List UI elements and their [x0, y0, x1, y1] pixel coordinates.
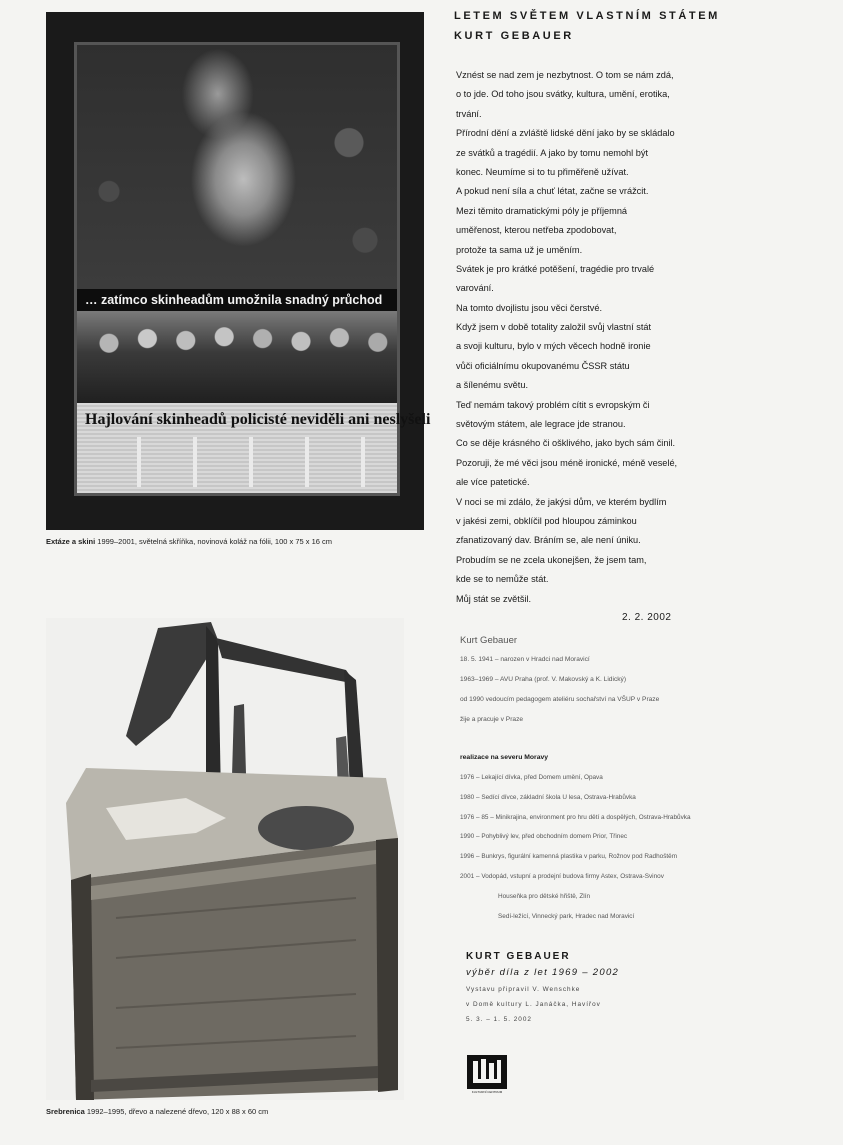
photo-light-box: [46, 12, 431, 530]
poem-line: o to jde. Od toho jsou svátky, kultura, umění, erotika,: [456, 89, 670, 100]
bio-item: od 1990 vedoucím pedagogem ateliéru sochařství na VŠUP v Praze: [460, 696, 660, 703]
newspaper-headline-bottom: Hajlování skinheadů policisté neviděli ani neslyšeli: [85, 411, 431, 428]
poem-line: v jakési zemi, obklíčil pod hloupou záminkou: [456, 515, 637, 526]
realization-item: Houseňka pro dětské hřiště, Zlín: [498, 892, 590, 900]
exhibition-name: KURT GEBAUER: [466, 951, 571, 962]
exhibition-venue: v Domě kultury L. Janáčka, Havířov: [466, 1001, 601, 1008]
poem-line: protože ta sama už je uměním.: [456, 244, 583, 255]
logo-caption: KULTURNÍ CENTRUM: [471, 1090, 503, 1094]
sculpture-drawing: [46, 618, 404, 1100]
caption-photo2-text: 1992–1995, dřevo a nalezené dřevo, 120 x 88 x 60 cm: [86, 1107, 269, 1116]
poem-line: Vznést se nad zem je nezbytnost. O tom se nám zdá,: [456, 70, 674, 80]
exhibition-dates: 5. 3. – 1. 5. 2002: [466, 1016, 532, 1023]
crate-edge-right: [376, 838, 398, 1092]
poem-line: a šílenému světu.: [456, 380, 529, 391]
stone-on-crate: [258, 806, 354, 850]
photo-female-torso: [77, 45, 397, 289]
bio-item: 1963–1969 – AVU Praha (prof. V. Makovský a K. Lidický): [460, 676, 627, 683]
venue-logo: [467, 1055, 507, 1097]
realizations-list: [460, 752, 820, 930]
roof-plank-left: [126, 622, 218, 746]
exhibition-curator: Vystavu připravil V. Wenschke: [466, 986, 581, 993]
newspaper-columns: [85, 437, 389, 487]
caption-photo1-text: 1999–2001, světelná skříňka, novinová koláž na fólii, 100 x 75 x 16 cm: [97, 537, 333, 546]
poem-line: ale více patetické.: [456, 477, 530, 488]
broken-plank-inner: [232, 704, 246, 776]
poem-line: Přírodní dění a zvláště lidské dění jako by se skládalo: [456, 128, 675, 139]
poem-line: varování.: [456, 283, 494, 294]
poem-line: Když jsem v době totality založil svůj vlastní stát: [456, 322, 652, 333]
bio-name: Kurt Gebauer: [460, 635, 518, 646]
poem-line: světovým státem, ale legrace jde stranou.: [456, 419, 626, 430]
poem-line: zfanatizovaný dav. Bráním se, ale není úniku.: [456, 535, 641, 546]
light-box-frame: [74, 42, 431, 496]
poem-line: ze svátků a tragédií. A jako by tomu nemohl být: [456, 147, 649, 158]
realization-item: Sedí-ležící, Vinnecký park, Hradec nad Moravicí: [498, 912, 635, 920]
realization-item: 1980 – Sedící dívce, základní škola U lesa, Ostrava-Hrabůvka: [460, 793, 636, 801]
poem-line: Pozoruji, že mé věci jsou méně ironické, méně veselé,: [456, 457, 678, 468]
caption-photo1-title: Extáze a skini: [46, 537, 96, 546]
realizations-heading: realizace na severu Moravy: [460, 754, 549, 761]
artist-bio: [460, 634, 810, 734]
poem: [456, 66, 786, 609]
realization-item: 1976 – 85 – Minikrajina, environment pro hru dětí a dospělých, Ostrava-Hrabůvka: [460, 813, 691, 821]
poem-line: Na tomto dvojlistu jsou věci čerstvé.: [456, 302, 603, 313]
photo-skinhead-crowd: [77, 311, 397, 403]
poem-line: uměřenost, kterou netřeba zpodobovat,: [456, 225, 617, 236]
poem-line: a svoji kulturu, bylo v mých věcech hodně ironie: [456, 341, 651, 352]
newspaper-clipping: [77, 403, 431, 493]
poem-line: Co se děje krásného či ošklivého, jako bych sám činil.: [456, 438, 676, 449]
poem-date: 2. 2. 2002: [622, 612, 672, 623]
bio-item: žije a pracuje v Praze: [460, 716, 524, 723]
logo-mark-icon: [467, 1055, 507, 1089]
exhibition-info: [466, 951, 766, 1029]
roof-plank-right: [216, 638, 356, 684]
realization-item: 1990 – Pohyblivý lev, před obchodním domem Prior, Třinec: [460, 833, 628, 841]
crate-edge-left: [71, 874, 94, 1100]
poem-line: Probudím se ne zcela ukonejšen, že jsem tam,: [456, 554, 647, 565]
article-author: KURT GEBAUER: [454, 30, 574, 42]
caption-photo1: [46, 537, 332, 546]
exhibition-subtitle: výběr díla z let 1969 – 2002: [466, 967, 620, 978]
caption-photo2-title: Srebrenica: [46, 1107, 85, 1116]
poem-line: trvání.: [456, 108, 482, 119]
poem-line: Můj stát se zvětšil.: [456, 593, 532, 604]
realization-item: 1996 – Bunkrys, figurální kamenná plastika v parku, Rožnov pod Radhoštěm: [460, 853, 678, 861]
poem-line: Svátek je pro krátké potěšení, tragédie pro trvalé: [456, 263, 655, 274]
newspaper-headline-top: … zatímco skinheadům umožnila snadný průchod: [77, 289, 397, 311]
bio-item: 18. 5. 1941 – narozen v Hradci nad Moravicí: [460, 656, 590, 663]
poem-line: vůči oficiálnímu okupovanému ČSSR státu: [456, 360, 630, 371]
poem-line: Mezi těmito dramatickými póly je příjemná: [456, 205, 628, 216]
caption-photo2: [46, 1107, 268, 1116]
poem-line: A pokud není síla a chuť létat, začne se vrážcit.: [456, 186, 649, 197]
realization-item: 2001 – Vodopád, vstupní a prodejní budova firmy Astex, Ostrava-Svinov: [460, 872, 664, 880]
poem-line: V noci se mi zdálo, že jakýsi dům, ve kterém bydlím: [456, 496, 667, 507]
poem-line: Teď nemám takový problém cítit s evropským či: [456, 399, 650, 410]
poem-line: kde se to nemůže stát.: [456, 574, 549, 585]
realization-item: 1976 – Lekající dívka, před Domem umění, Opava: [460, 774, 603, 781]
photo-wooden-sculpture: [46, 618, 404, 1100]
poem-line: konec. Neumíme si to tu přiměřeně užívat.: [456, 166, 629, 177]
article-title: LETEM SVĚTEM VLASTNÍM STÁTEM: [454, 10, 720, 22]
